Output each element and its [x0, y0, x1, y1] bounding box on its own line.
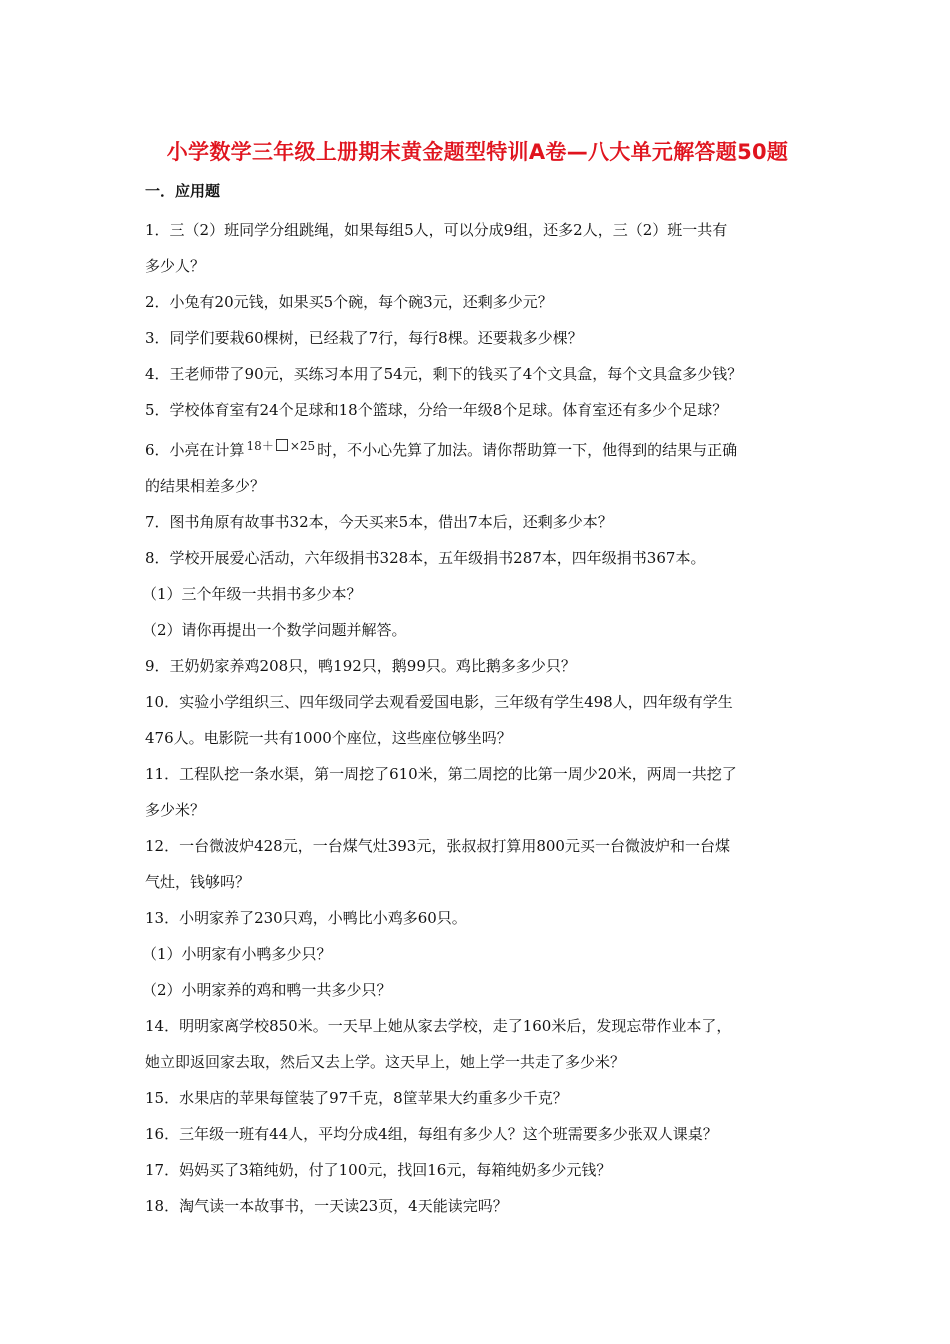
question-8: 8．学校开展爱心活动，六年级捐书328本，五年级捐书287本，四年级捐书367本。: [145, 549, 706, 567]
question-13: 13．小明家养了230只鸡，小鸭比小鸡多60只。: [145, 909, 467, 927]
question-3: 3．同学们要栽60棵树，已经栽了7行，每行8棵。还要栽多少棵？: [145, 329, 583, 347]
question-10-line-2: 476人。电影院一共有1000个座位，这些座位够坐吗？: [145, 729, 512, 747]
document-title: 小学数学三年级上册期末黄金题型特训A卷—八大单元解答题50题: [166, 140, 789, 164]
question-12-line-2: 气灶，钱够吗？: [145, 873, 251, 891]
question-2: 2．小兔有20元钱，如果买5个碗，每个碗3元，还剩多少元？: [145, 293, 553, 311]
question-1-line-1: 1．三（2）班同学分组跳绳，如果每组5人，可以分成9组，还多2人，三（2）班一共有: [145, 221, 728, 239]
question-16: 16．三年级一班有44人，平均分成4组，每组有多少人？这个班需要多少张双人课桌？: [145, 1125, 718, 1143]
question-10-line-1: 10．实验小学组织三、四年级同学去观看爱国电影，三年级有学生498人，四年级有学生: [145, 693, 733, 711]
question-6-formula: [245, 428, 318, 464]
blank-box-icon: [276, 439, 288, 451]
question-1-line-2: 多少人？: [145, 257, 206, 275]
question-7: 7．图书角原有故事书32本，今天买来5本，借出7本后，还剩多少本？: [145, 513, 613, 531]
question-14-line-2: 她立即返回家去取，然后又去上学。这天早上，她上学一共走了多少米？: [145, 1053, 626, 1071]
question-8-sub-1: （1）三个年级一共捐书多少本？: [142, 585, 362, 603]
question-17: 17．妈妈买了3箱纯奶，付了100元，找回16元，每箱纯奶多少元钱？: [145, 1161, 612, 1179]
question-11-line-1: 11．工程队挖一条水渠，第一周挖了610米，第二周挖的比第一周少20米，两周一共挖了: [145, 765, 737, 783]
question-15: 15．水果店的苹果每筐装了97千克，8筐苹果大约重多少千克？: [145, 1089, 568, 1107]
question-5: 5．学校体育室有24个足球和18个篮球，分给一年级8个足球。体育室还有多少个足球？: [145, 401, 728, 419]
question-6-text-before: 6．小亮在计算: [145, 441, 245, 459]
question-9: 9．王奶奶家养鸡208只，鸭192只，鹅99只。鸡比鹅多多少只？: [145, 657, 576, 675]
section-heading: 一．应用题: [145, 182, 221, 200]
question-6-line-2: 的结果相差多少？: [145, 477, 266, 495]
question-11-line-2: 多少米？: [145, 801, 206, 819]
question-4: 4．王老师带了90元，买练习本用了54元，剩下的钱买了4个文具盒，每个文具盒多少钱？: [145, 365, 743, 383]
question-6-text-after: 时，不小心先算了加法。请你帮助算一下，他得到的结果与正确: [317, 441, 738, 459]
formula-part-1: 18＋: [246, 439, 274, 453]
question-14-line-1: 14．明明家离学校850米。一天早上她从家去学校，走了160米后，发现忘带作业本了，: [145, 1017, 732, 1035]
question-8-sub-2: （2）请你再提出一个数学问题并解答。: [142, 621, 407, 639]
question-13-sub-2: （2）小明家养的鸡和鸭一共多少只？: [142, 981, 392, 999]
question-18: 18．淘气读一本故事书，一天读23页，4天能读完吗？: [145, 1197, 508, 1215]
question-6-line-1: [145, 428, 810, 468]
formula-part-2: ×25: [289, 439, 316, 453]
question-12-line-1: 12．一台微波炉428元，一台煤气灶393元，张叔叔打算用800元买一台微波炉和一台煤: [145, 837, 730, 855]
question-13-sub-1: （1）小明家有小鸭多少只？: [142, 945, 332, 963]
